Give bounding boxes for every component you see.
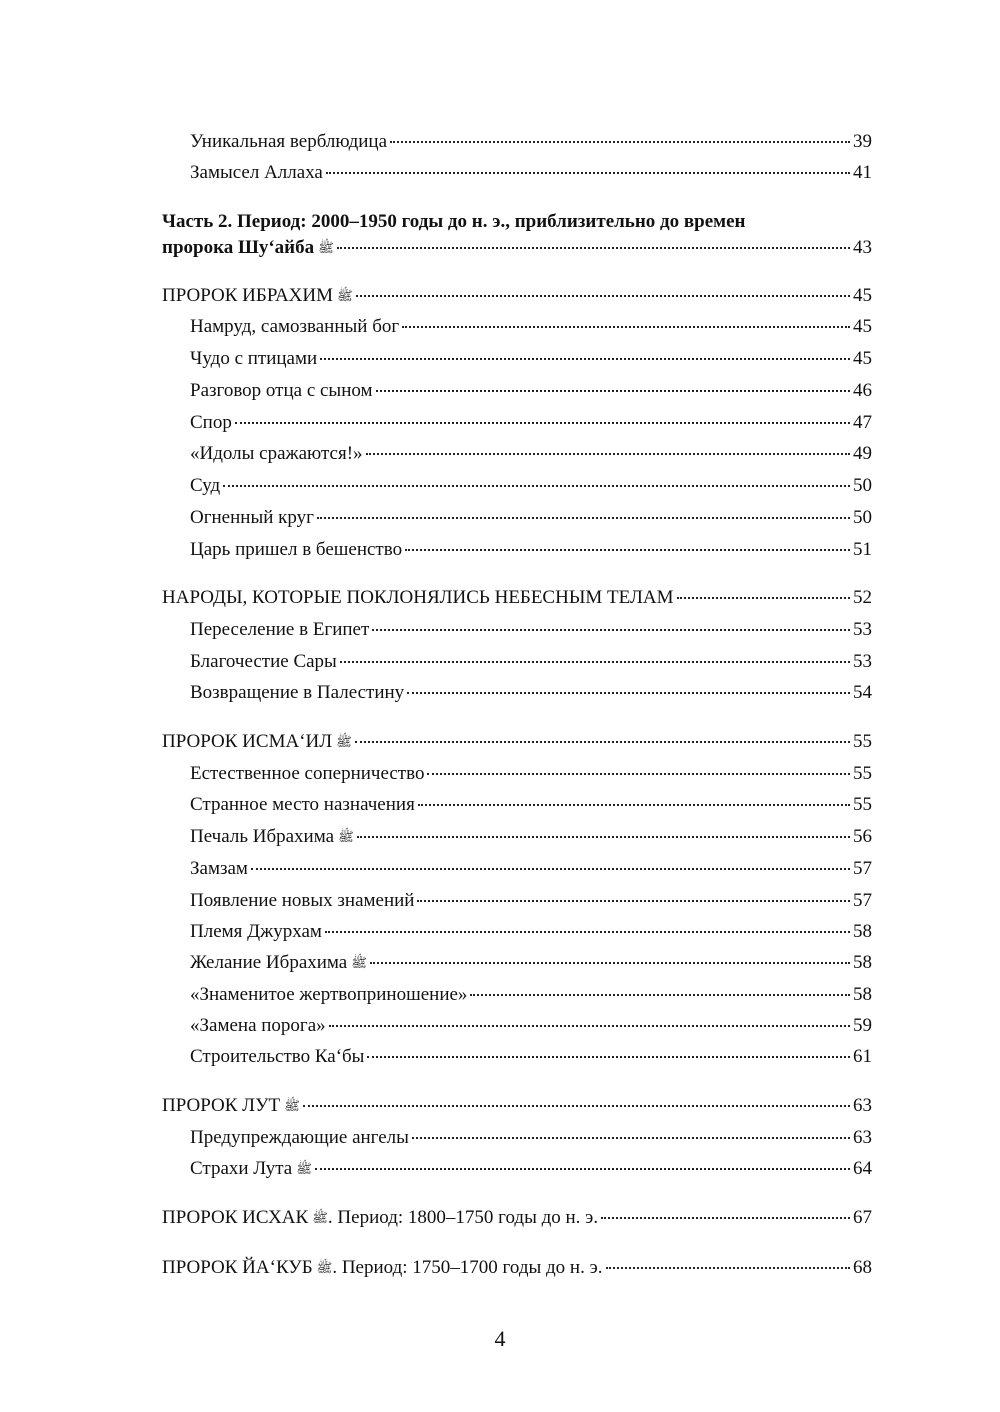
toc-entry[interactable] (190, 920, 872, 944)
toc-entry-title: Желание Ибрахима ﷺ (190, 952, 367, 973)
toc-entry-title: Замысел Аллаха (190, 162, 323, 183)
toc-entry-title: ПРОРОК ИСМА‘ИЛ ﷺ (162, 731, 352, 752)
toc-entry[interactable] (190, 379, 872, 403)
toc-entry-title: Страхи Лута ﷺ (190, 1158, 312, 1179)
dot-leader (326, 172, 850, 174)
toc-entry-title: Намруд, самозванный бог (190, 316, 400, 337)
toc-entry-page: 54 (853, 682, 872, 703)
honorific-icon: ﷺ (312, 1210, 328, 1225)
toc-entry-title: ПРОРОК ЙА‘КУБ ﷺ. Период: 1750–1700 годы до н. э. (162, 1257, 603, 1278)
toc-entry-title: ПРОРОК ИБРАХИМ ﷺ (162, 285, 353, 306)
honorific-icon: ﷺ (318, 240, 334, 255)
toc-entry[interactable] (190, 130, 872, 154)
dot-leader (677, 597, 850, 599)
toc-entry[interactable] (190, 315, 872, 339)
toc-entry-title: Печаль Ибрахима ﷺ (190, 826, 354, 847)
dot-leader (251, 868, 850, 870)
honorific-icon: ﷺ (336, 734, 352, 749)
dot-leader (320, 358, 850, 360)
toc-entry[interactable] (162, 1206, 872, 1230)
dot-leader (402, 326, 850, 328)
dot-leader (337, 247, 850, 249)
dot-leader (366, 453, 850, 455)
toc-entry-page: 45 (853, 316, 872, 337)
dot-leader (405, 549, 850, 551)
toc-entry-title: ПРОРОК ЛУТ ﷺ (162, 1095, 300, 1116)
toc-entry-page: 57 (853, 890, 872, 911)
toc-entry-title: Благочестие Сары (190, 651, 337, 672)
toc-entry-page: 57 (853, 858, 872, 879)
dot-leader (376, 390, 850, 392)
dot-leader (367, 1056, 850, 1058)
dot-leader (372, 629, 850, 631)
toc-entry-page: 52 (853, 587, 872, 608)
toc-entry-title: Спор (190, 412, 232, 433)
dot-leader (470, 994, 850, 996)
honorific-icon: ﷺ (338, 829, 354, 844)
toc-entry-page: 55 (853, 794, 872, 815)
dot-leader (303, 1105, 850, 1107)
toc-entry-page: 63 (853, 1095, 872, 1116)
toc-entry[interactable] (190, 474, 872, 498)
toc-entry[interactable] (190, 762, 872, 786)
toc-entry-title: Переселение в Египет (190, 619, 370, 640)
honorific-icon: ﷺ (296, 1161, 312, 1176)
toc-entry[interactable] (190, 618, 872, 642)
page-number: 4 (494, 1326, 506, 1351)
honorific-icon: ﷺ (351, 955, 367, 970)
dot-leader (357, 836, 850, 838)
honorific-icon: ﷺ (316, 1260, 333, 1275)
dot-leader (325, 931, 850, 933)
honorific-icon: ﷺ (284, 1098, 300, 1113)
toc-entry-title: Строительство Ка‘бы (190, 1046, 365, 1067)
toc-entry-title: пророка Шу‘айба ﷺ (162, 237, 334, 258)
toc-entry[interactable] (190, 951, 872, 975)
toc-entry[interactable] (190, 1157, 872, 1181)
toc-entry-title: Естественное соперничество (190, 763, 425, 784)
toc-entry-page: 58 (853, 921, 872, 942)
toc-entry[interactable] (190, 825, 872, 849)
dot-leader (370, 962, 850, 964)
toc-entry-title: Суд (190, 475, 221, 496)
dot-leader (223, 485, 850, 487)
toc-entry-page: 63 (853, 1127, 872, 1148)
toc-entry[interactable] (162, 1256, 872, 1280)
toc-entry-title: НАРОДЫ, КОТОРЫЕ ПОКЛОНЯЛИСЬ НЕБЕСНЫМ ТЕЛАМ (162, 587, 674, 608)
toc-entry-page: 58 (853, 984, 872, 1005)
toc-entry-page: 58 (853, 952, 872, 973)
toc-entry[interactable] (162, 1094, 872, 1118)
toc-entry-page: 45 (853, 285, 872, 306)
toc-entry[interactable] (190, 1126, 872, 1150)
toc-entry[interactable] (190, 983, 872, 1007)
dot-leader (601, 1217, 850, 1219)
toc-entry-page: 53 (853, 651, 872, 672)
dot-leader (315, 1168, 850, 1170)
toc-entry-title: Появление новых знамений (190, 890, 415, 911)
dot-leader (417, 900, 850, 902)
toc-entry[interactable] (190, 889, 872, 913)
toc-entry-title: Чудо с птицами (190, 348, 318, 369)
toc-entry-title: Племя Джурхам (190, 921, 322, 942)
toc-entry-part-2[interactable] (162, 236, 872, 260)
toc-entry[interactable] (190, 1014, 872, 1038)
dot-leader (355, 741, 850, 743)
toc-entry-page: 61 (853, 1046, 872, 1067)
toc-entry-page: 50 (853, 475, 872, 496)
dot-leader (427, 773, 850, 775)
toc-entry-page: 53 (853, 619, 872, 640)
toc-entry-title: «Идолы сражаются!» (190, 443, 363, 464)
toc-entry-page: 55 (853, 731, 872, 752)
toc-entry[interactable] (190, 681, 872, 705)
toc-entry[interactable] (190, 793, 872, 817)
toc-entry[interactable] (162, 284, 872, 308)
toc-entry-title: Замзам (190, 858, 248, 879)
toc-entry-page: 46 (853, 380, 872, 401)
dot-leader (390, 141, 850, 143)
toc-entry-title: Странное место назначения (190, 794, 415, 815)
toc-entry[interactable] (162, 730, 872, 754)
toc-entry[interactable] (162, 586, 872, 610)
toc-entry-title: «Замена порога» (190, 1015, 326, 1036)
dot-leader (329, 1025, 850, 1027)
toc-entry-page: 59 (853, 1015, 872, 1036)
toc-entry-page: 67 (853, 1207, 872, 1228)
toc-entry-title: Огненный круг (190, 507, 314, 528)
toc-entry-page: 43 (853, 237, 872, 258)
toc-entry-title: ПРОРОК ИСХАК ﷺ. Период: 1800–1750 годы до н. э. (162, 1207, 599, 1228)
toc-entry[interactable] (190, 506, 872, 530)
toc-entry-page: 64 (853, 1158, 872, 1179)
toc-entry[interactable] (190, 411, 872, 435)
toc-entry[interactable] (190, 347, 872, 371)
toc-entry-page: 49 (853, 443, 872, 464)
toc-entry[interactable] (190, 442, 872, 466)
toc-entry[interactable] (190, 161, 872, 185)
honorific-icon: ﷺ (337, 288, 353, 303)
dot-leader (317, 517, 850, 519)
toc-entry-page: 51 (853, 539, 872, 560)
toc-entry-title: Предупреждающие ангелы (190, 1127, 409, 1148)
toc-entry-page: 56 (853, 826, 872, 847)
toc-entry-page: 55 (853, 763, 872, 784)
toc-entry[interactable] (190, 857, 872, 881)
dot-leader (412, 1137, 850, 1139)
dot-leader (235, 422, 850, 424)
toc-entry-title: Царь пришел в бешенство (190, 539, 403, 560)
toc-entry[interactable] (190, 538, 872, 562)
dot-leader (418, 804, 850, 806)
toc-entry-page: 39 (853, 131, 872, 152)
dot-leader (606, 1267, 851, 1269)
toc-entry-page: 41 (853, 162, 872, 183)
toc-entry-page: 68 (853, 1257, 872, 1278)
toc-entry[interactable] (190, 650, 872, 674)
toc-entry-title: «Знаменитое жертвоприношение» (190, 984, 468, 1005)
toc-entry-title: Разговор отца с сыном (190, 380, 373, 401)
toc-entry-page: 45 (853, 348, 872, 369)
dot-leader (356, 295, 850, 297)
part-2-heading-line1: Часть 2. Период: 2000–1950 годы до н. э., приблизительно до времен (162, 211, 746, 232)
dot-leader (407, 692, 850, 694)
toc-entry-title: Возвращение в Палестину (190, 682, 405, 703)
toc-entry-title: Уникальная верблюдица (190, 131, 388, 152)
dot-leader (340, 661, 850, 663)
toc-entry[interactable] (190, 1045, 872, 1069)
toc-entry-page: 47 (853, 412, 872, 433)
toc-entry-page: 50 (853, 507, 872, 528)
